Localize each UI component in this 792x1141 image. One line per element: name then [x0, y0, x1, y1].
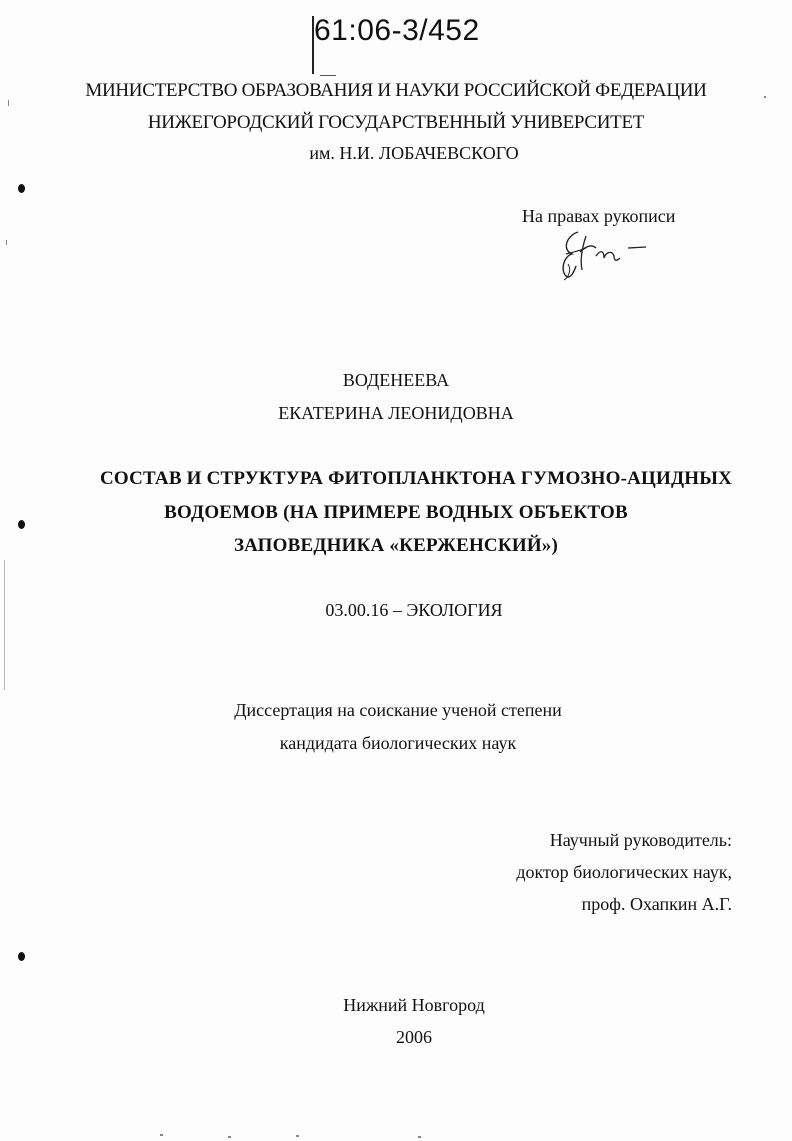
city: Нижний Новгород	[343, 995, 485, 1015]
title-line-3: ЗАПОВЕДНИКА «КЕРЖЕНСКИЙ»)	[233, 535, 559, 556]
binder-mark	[18, 952, 25, 961]
speck	[228, 1136, 231, 1138]
speck	[160, 1134, 163, 1136]
author-surname: ВОДЕНЕЕВА	[342, 370, 450, 390]
speck	[296, 1135, 299, 1137]
named-after-line: им. Н.И. ЛОБАЧЕВСКОГО	[309, 143, 519, 163]
stamp-tick	[320, 75, 336, 76]
university-line: НИЖЕГОРОДСКИЙ ГОСУДАРСТВЕННЫЙ УНИВЕРСИТЕТ	[147, 112, 645, 133]
title-line-2: ВОДОЕМОВ (НА ПРИМЕРЕ ВОДНЫХ ОБЪЕКТОВ	[164, 502, 628, 523]
signature	[556, 226, 656, 284]
binder-mark	[18, 184, 25, 193]
edge-line	[4, 560, 5, 690]
specialty: 03.00.16 – ЭКОЛОГИЯ	[325, 600, 503, 620]
supervisor-name: проф. Охапкин А.Г.	[581, 894, 732, 914]
archive-code: 61:06-3/452	[314, 14, 480, 47]
speck	[6, 240, 7, 245]
rights-label: На правах рукописи	[522, 206, 676, 226]
title-line-1: СОСТАВ И СТРУКТУРА ФИТОПЛАНКТОНА ГУМОЗНО-АЦИДНЫХ	[99, 468, 733, 489]
speck	[418, 1136, 421, 1138]
speck	[8, 100, 9, 106]
speck	[764, 96, 766, 98]
degree-line-2: кандидата биологических наук	[279, 733, 517, 753]
supervisor-label: Научный руководитель:	[549, 830, 732, 850]
ministry-line: МИНИСТЕРСТВО ОБРАЗОВАНИЯ И НАУКИ РОССИЙСКОЙ ФЕДЕРАЦИИ	[85, 80, 707, 101]
binder-mark	[18, 520, 25, 529]
degree-line-1: Диссертация на соискание ученой степени	[234, 700, 562, 720]
supervisor-degree: доктор биологических наук,	[516, 862, 732, 882]
year: 2006	[396, 1027, 432, 1047]
author-name: ЕКАТЕРИНА ЛЕОНИДОВНА	[278, 403, 514, 423]
